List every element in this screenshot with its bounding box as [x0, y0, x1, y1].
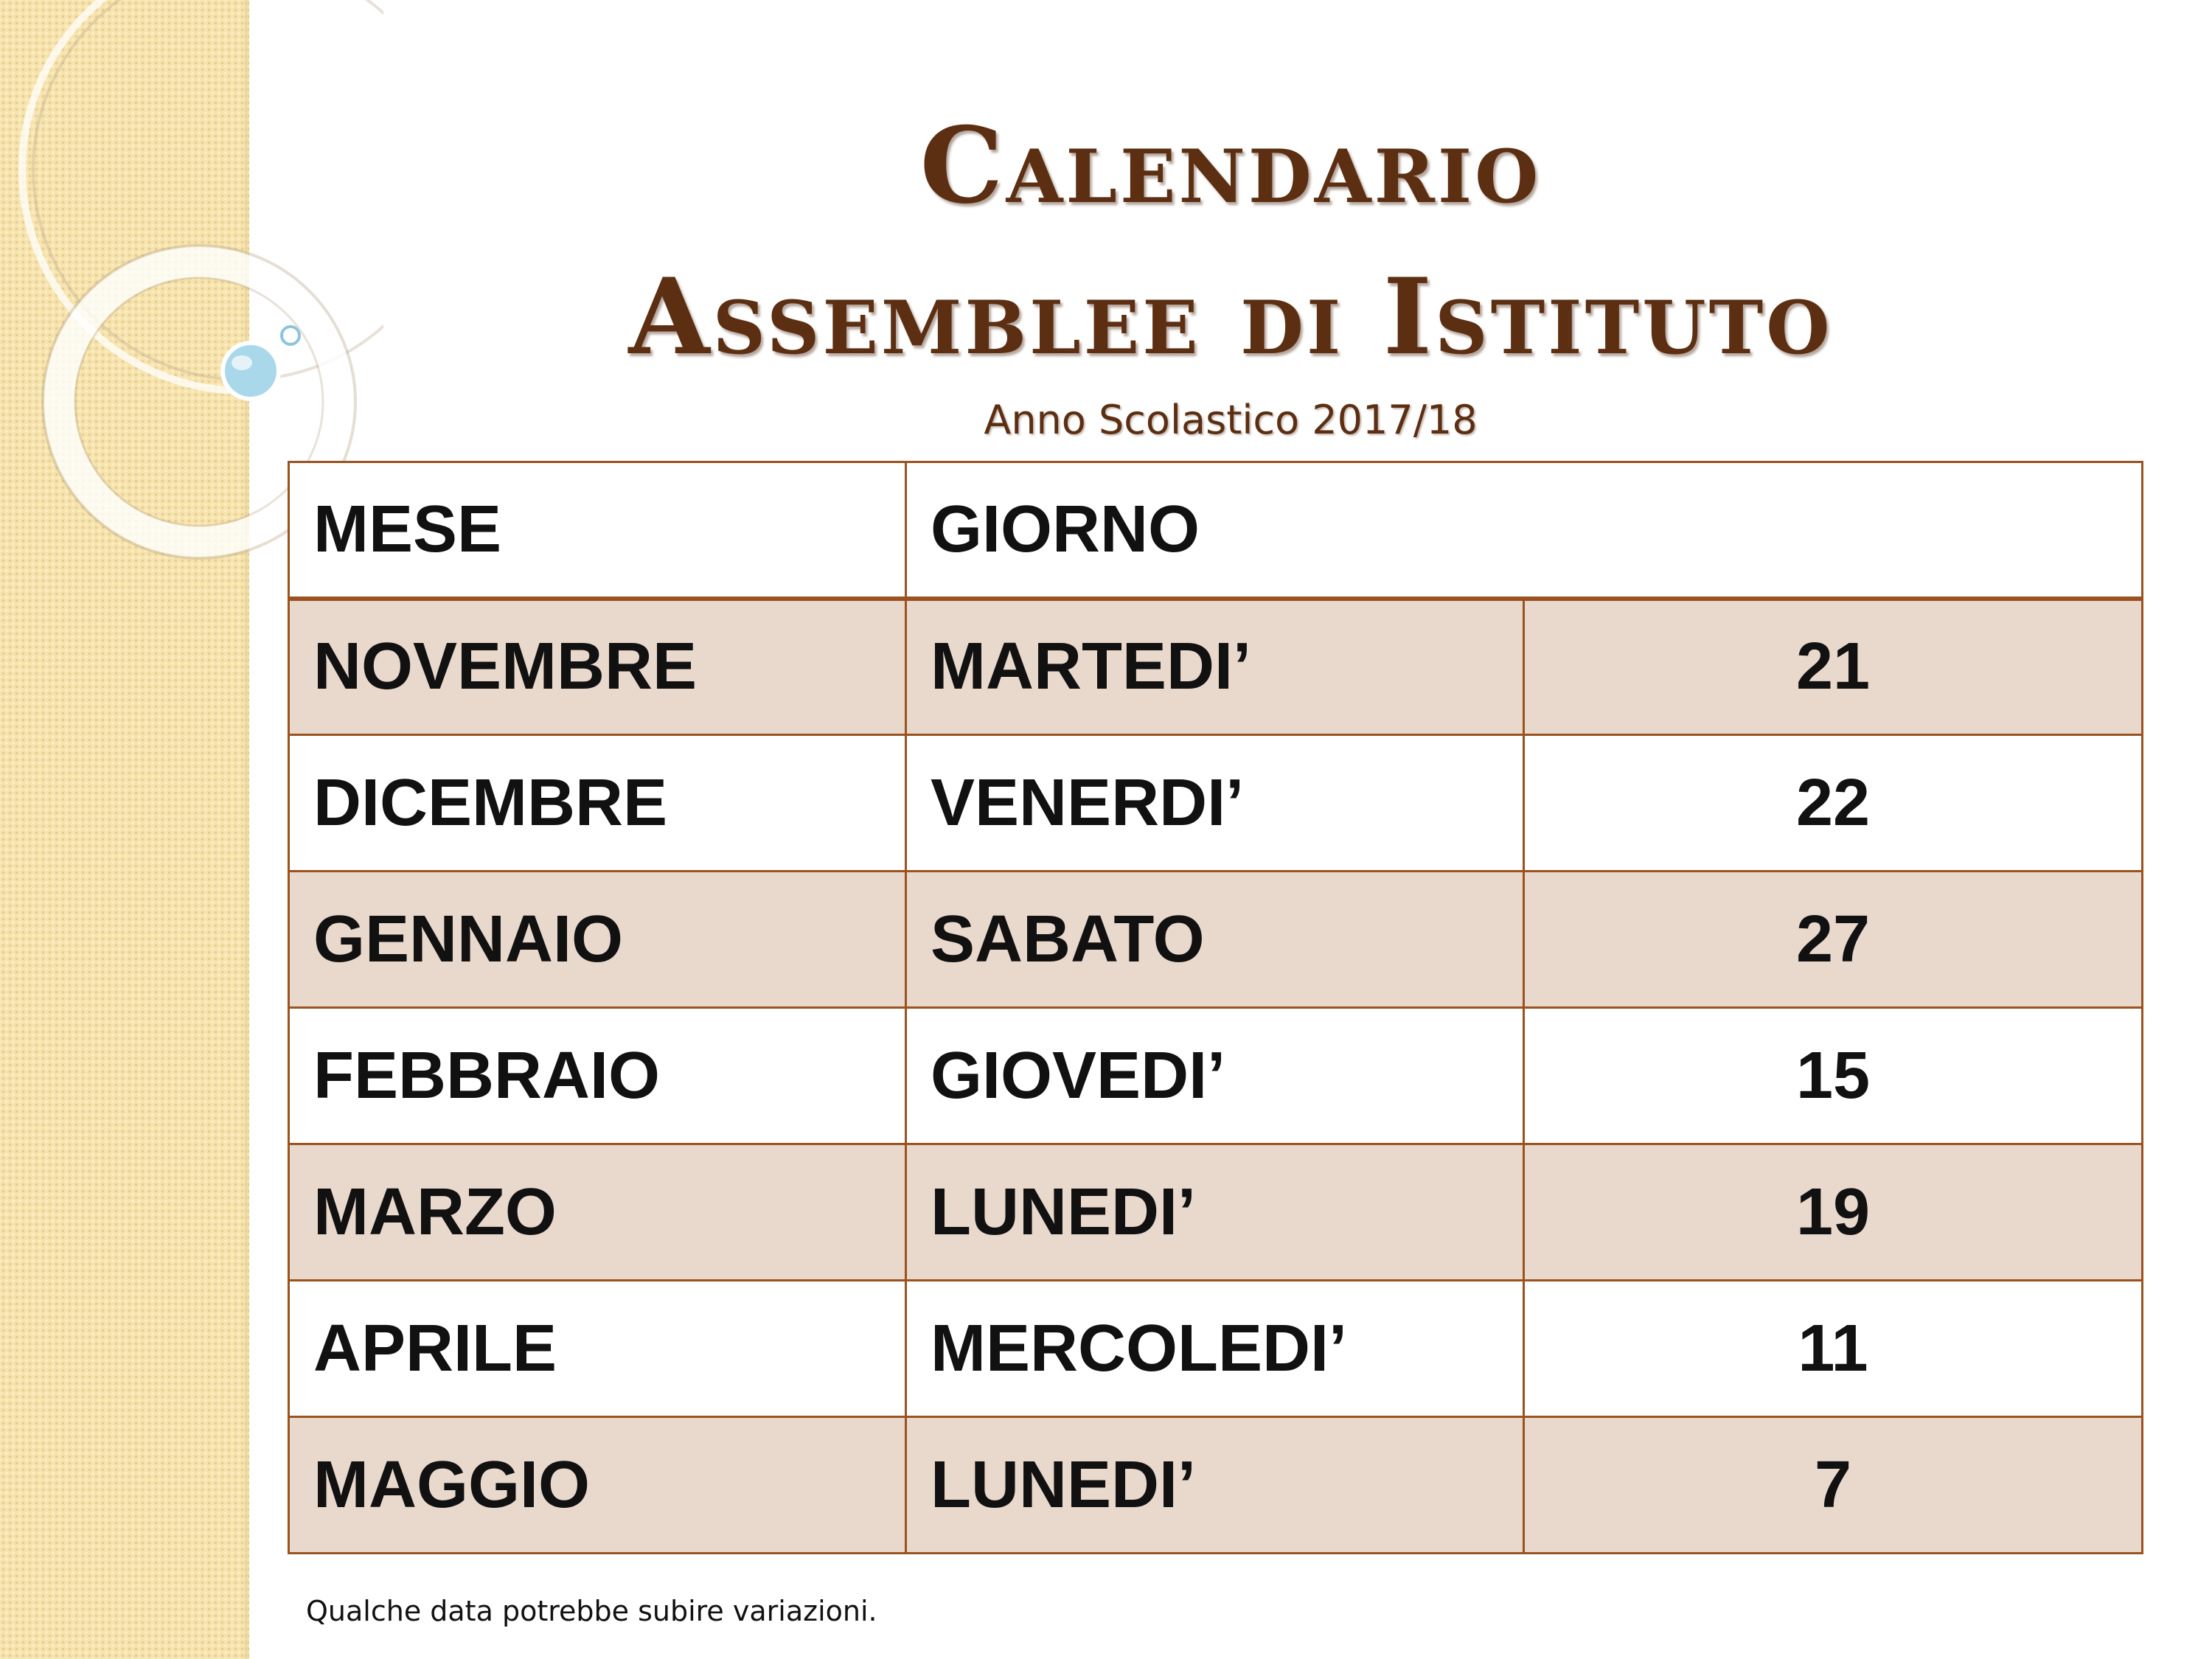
table-row — [289, 1417, 2143, 1554]
month-cell: MAGGIO — [289, 1417, 906, 1554]
title-line-1: Calendario — [919, 105, 1542, 227]
footnote: Qualche data potrebbe subire variazioni. — [306, 1595, 877, 1627]
day-number-cell: 15 — [1524, 1008, 2143, 1144]
month-cell: GENNAIO — [289, 872, 906, 1008]
weekday-cell: MERCOLEDI’ — [906, 1281, 1524, 1417]
table-row — [289, 1281, 2143, 1417]
month-cell: DICEMBRE — [289, 735, 906, 872]
table-row — [289, 599, 2143, 735]
day-number-cell: 22 — [1524, 735, 2143, 872]
header-day: GIORNO — [906, 462, 2143, 599]
weekday-cell: VENERDI’ — [906, 735, 1524, 872]
month-cell: FEBBRAIO — [289, 1008, 906, 1144]
table-row — [289, 872, 2143, 1008]
month-cell: MARZO — [289, 1144, 906, 1281]
table-row — [289, 1008, 2143, 1144]
weekday-cell: SABATO — [906, 872, 1524, 1008]
day-number-cell: 11 — [1524, 1281, 2143, 1417]
subtitle: Anno Scolastico 2017/18 — [984, 397, 1478, 443]
day-number-cell: 19 — [1524, 1144, 2143, 1281]
month-cell: APRILE — [289, 1281, 906, 1417]
calendar-table — [288, 461, 2143, 1554]
day-number-cell: 27 — [1524, 872, 2143, 1008]
weekday-cell: MARTEDI’ — [906, 599, 1524, 735]
day-number-cell: 21 — [1524, 599, 2143, 735]
table-row — [289, 735, 2143, 872]
day-number-cell: 7 — [1524, 1417, 2143, 1554]
weekday-cell: LUNEDI’ — [906, 1417, 1524, 1554]
header-month: MESE — [289, 462, 906, 599]
weekday-cell: LUNEDI’ — [906, 1144, 1524, 1281]
table-row — [289, 1144, 2143, 1281]
month-cell: NOVEMBRE — [289, 599, 906, 735]
title-line-2: Assemblee di Istituto — [628, 256, 1833, 378]
table-header-row — [289, 462, 2143, 599]
weekday-cell: GIOVEDI’ — [906, 1008, 1524, 1144]
